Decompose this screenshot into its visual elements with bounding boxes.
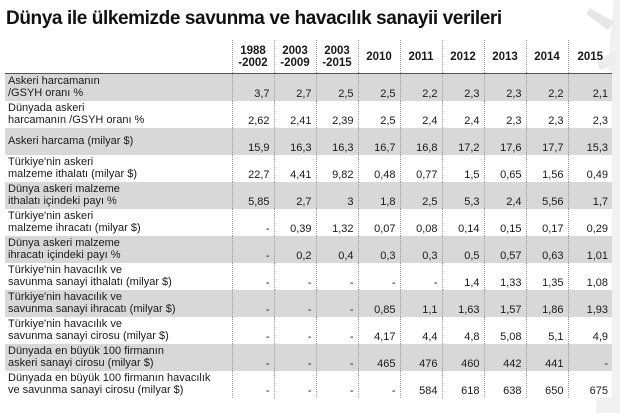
table-cell: 1,32 [316, 209, 358, 236]
table-cell: - [400, 263, 442, 290]
table-cell: - [274, 317, 316, 344]
row-label-text: Türkiye'nin askeri malzeme ihracatı (milyar $) [8, 210, 141, 234]
table-row [5, 128, 612, 155]
table-cell: 3,7 [232, 74, 274, 101]
table-cell: 0,5 [442, 236, 484, 263]
table-cell: 2,62 [232, 101, 274, 128]
table-cell: 1,93 [586, 303, 608, 316]
table-cell: 2,5 [358, 74, 400, 101]
row-label [5, 209, 232, 236]
table-cell: 0,3 [358, 236, 400, 263]
column-header: 1988 -2002 [232, 40, 274, 74]
table-cell: 16,7 [358, 128, 400, 155]
table-cell: - [232, 263, 274, 290]
table-cell: 2,5 [400, 182, 442, 209]
table-cell: 0,63 [526, 236, 568, 263]
table-cell: 2,5 [358, 101, 400, 128]
table-cell: 2,3 [484, 74, 526, 101]
table-cell: 22,7 [232, 155, 274, 182]
table-cell: 17,7 [526, 128, 568, 155]
row-label-text: Dünya askeri malzeme ihracatı içindeki payı % [8, 237, 121, 261]
table-cell: 17,6 [484, 128, 526, 155]
column-header: 2011 [400, 40, 442, 74]
row-label [5, 74, 232, 101]
row-label [5, 317, 232, 344]
defense-data-table [5, 40, 612, 398]
table-cell: 2,7 [274, 74, 316, 101]
row-label-text: Dünyada en büyük 100 firmanın askeri sanayi cirosu (milyar $) [8, 345, 164, 369]
table-cell: - [358, 263, 400, 290]
table-cell: 2,4 [400, 101, 442, 128]
table-cell: 17,2 [442, 128, 484, 155]
table-cell: 0,49 [586, 168, 608, 181]
table-cell: 1,57 [484, 290, 526, 317]
table-cell: 1,35 [526, 263, 568, 290]
header-label-cell [5, 40, 232, 74]
table-cell: - [316, 371, 358, 398]
column-header: 2012 [442, 40, 484, 74]
table-cell: 4,9 [592, 330, 608, 343]
table-cell: 0,14 [442, 209, 484, 236]
page-title: Dünya ile ülkemizde savunma ve havacılık sanayii verileri [6, 8, 502, 29]
table-cell: - [274, 290, 316, 317]
table-cell: 16,3 [274, 128, 316, 155]
row-label [5, 371, 232, 398]
column-header: 2003 -2015 [316, 40, 358, 74]
table-cell: 0,2 [274, 236, 316, 263]
table-cell: 16,8 [400, 128, 442, 155]
table-cell: - [316, 290, 358, 317]
table-cell: 1,63 [442, 290, 484, 317]
table-cell: 0,15 [484, 209, 526, 236]
table-cell: 2,3 [484, 101, 526, 128]
row-label-text: Türkiye'nin havacılık ve savunma sanayi ihracatı (milyar $) [8, 291, 176, 315]
table-cell: - [316, 317, 358, 344]
row-label [5, 155, 232, 182]
column-header: 2003 -2009 [274, 40, 316, 74]
table-cell: 15,9 [232, 128, 274, 155]
table-cell: 2,4 [484, 182, 526, 209]
table-cell: 16,3 [316, 128, 358, 155]
table-cell: - [232, 236, 274, 263]
table-row [5, 209, 612, 236]
table-cell: - [232, 371, 274, 398]
table-cell: - [232, 290, 274, 317]
table-cell: 1,33 [484, 263, 526, 290]
row-label-text: Askeri harcama (milyar $) [8, 135, 134, 147]
table-cell: 0,85 [358, 290, 400, 317]
table-cell: 0,4 [316, 236, 358, 263]
column-header: 2013 [484, 40, 526, 74]
table-cell: 0,07 [358, 209, 400, 236]
table-cell: - [316, 344, 358, 371]
table-row [5, 317, 612, 344]
table-cell: - [316, 263, 358, 290]
column-header: 2010 [358, 40, 400, 74]
table-row [5, 74, 612, 101]
row-label-text: Türkiye'nin havacılık ve savunma sanayi ithalatı (milyar $) [8, 264, 172, 288]
table-cell: 4,17 [358, 317, 400, 344]
row-label-text: Askeri harcamanın /GSYH oranı % [8, 75, 100, 100]
table-row [5, 182, 612, 209]
table-cell: - [274, 344, 316, 371]
row-label [5, 236, 232, 263]
table-cell: 0,48 [358, 155, 400, 182]
table-cell: - [274, 371, 316, 398]
table-cell: 0,17 [526, 209, 568, 236]
table-cell: 1,5 [442, 155, 484, 182]
table-cell: 0,77 [400, 155, 442, 182]
table-row [5, 236, 612, 263]
table-cell: - [232, 209, 274, 236]
table-row [5, 344, 612, 371]
table-cell: - [274, 263, 316, 290]
table-cell: 15,3 [586, 141, 608, 154]
table-cell: 2,7 [274, 182, 316, 209]
table-cell: 675 [589, 384, 608, 397]
table-row [5, 371, 612, 398]
table-cell: 2,39 [316, 101, 358, 128]
table-cell: 638 [484, 371, 526, 398]
row-label [5, 101, 232, 128]
table-cell: 5,1 [526, 317, 568, 344]
column-header: 2015 [568, 40, 612, 74]
row-label [5, 344, 232, 371]
table-cell: 3 [316, 182, 358, 209]
table-cell: 9,82 [316, 155, 358, 182]
table-cell: 650 [526, 371, 568, 398]
row-label-text: Dünyada askeri harcamanın /GSYH oranı % [8, 102, 145, 126]
row-label-text: Türkiye'nin askeri malzeme ithalatı (milyar $) [8, 156, 137, 180]
table-row [5, 263, 612, 290]
row-label [5, 263, 232, 290]
table-cell: 4,41 [274, 155, 316, 182]
row-label [5, 182, 232, 209]
table-cell: 2,2 [400, 74, 442, 101]
table-cell: 1,1 [400, 290, 442, 317]
table-row [5, 101, 612, 128]
table-cell: - [232, 344, 274, 371]
table-cell: 1,4 [442, 263, 484, 290]
table-cell: 0,3 [400, 236, 442, 263]
table-cell: 0,08 [400, 209, 442, 236]
row-label-text: Dünyada en büyük 100 firmanın havacılık ve savunma sanayi cirosu (milyar $) [8, 372, 211, 396]
table-cell: 584 [400, 371, 442, 398]
table-header-row [5, 40, 612, 74]
table-row [5, 155, 612, 182]
table-cell: - [358, 371, 400, 398]
table-cell: 5,85 [232, 182, 274, 209]
table-cell: 442 [484, 344, 526, 371]
row-label-text: Türkiye'nin havacılık ve savunma sanayi cirosu (milyar $) [8, 318, 169, 342]
table-cell: 1,8 [358, 182, 400, 209]
table-cell: 4,8 [442, 317, 484, 344]
table-cell: 441 [526, 344, 568, 371]
table-cell: 460 [442, 344, 484, 371]
table-cell: 1,56 [526, 155, 568, 182]
table-row [5, 290, 612, 317]
table-cell: - [604, 357, 608, 370]
table-cell: 0,39 [274, 209, 316, 236]
table-cell: 1,7 [592, 195, 608, 208]
table-cell: 0,65 [484, 155, 526, 182]
table-cell: 5,3 [442, 182, 484, 209]
table-cell: 2,3 [442, 74, 484, 101]
table-cell: 0,57 [484, 236, 526, 263]
table-cell: - [232, 317, 274, 344]
table-cell: 4,4 [400, 317, 442, 344]
row-label-text: Dünya askeri malzeme ithalatı içindeki payı % [8, 183, 120, 207]
table-cell: 476 [400, 344, 442, 371]
table-cell: 0,29 [586, 222, 608, 235]
table-cell: 2,3 [526, 101, 568, 128]
table-cell: 2,3 [592, 114, 608, 127]
table-cell: 1,86 [526, 290, 568, 317]
table-cell: 1,08 [586, 276, 608, 289]
table-cell: 618 [442, 371, 484, 398]
table-cell: 5,08 [484, 317, 526, 344]
table-cell: 2,41 [274, 101, 316, 128]
row-label [5, 128, 232, 155]
table-cell: 465 [358, 344, 400, 371]
table-cell: 1,01 [586, 249, 608, 262]
row-label [5, 290, 232, 317]
table-cell: 2,2 [526, 74, 568, 101]
column-header: 2014 [526, 40, 568, 74]
table-cell: 2,5 [316, 74, 358, 101]
table-cell: 2,1 [592, 87, 608, 100]
table-cell: 5,56 [526, 182, 568, 209]
table-cell: 2,4 [442, 101, 484, 128]
